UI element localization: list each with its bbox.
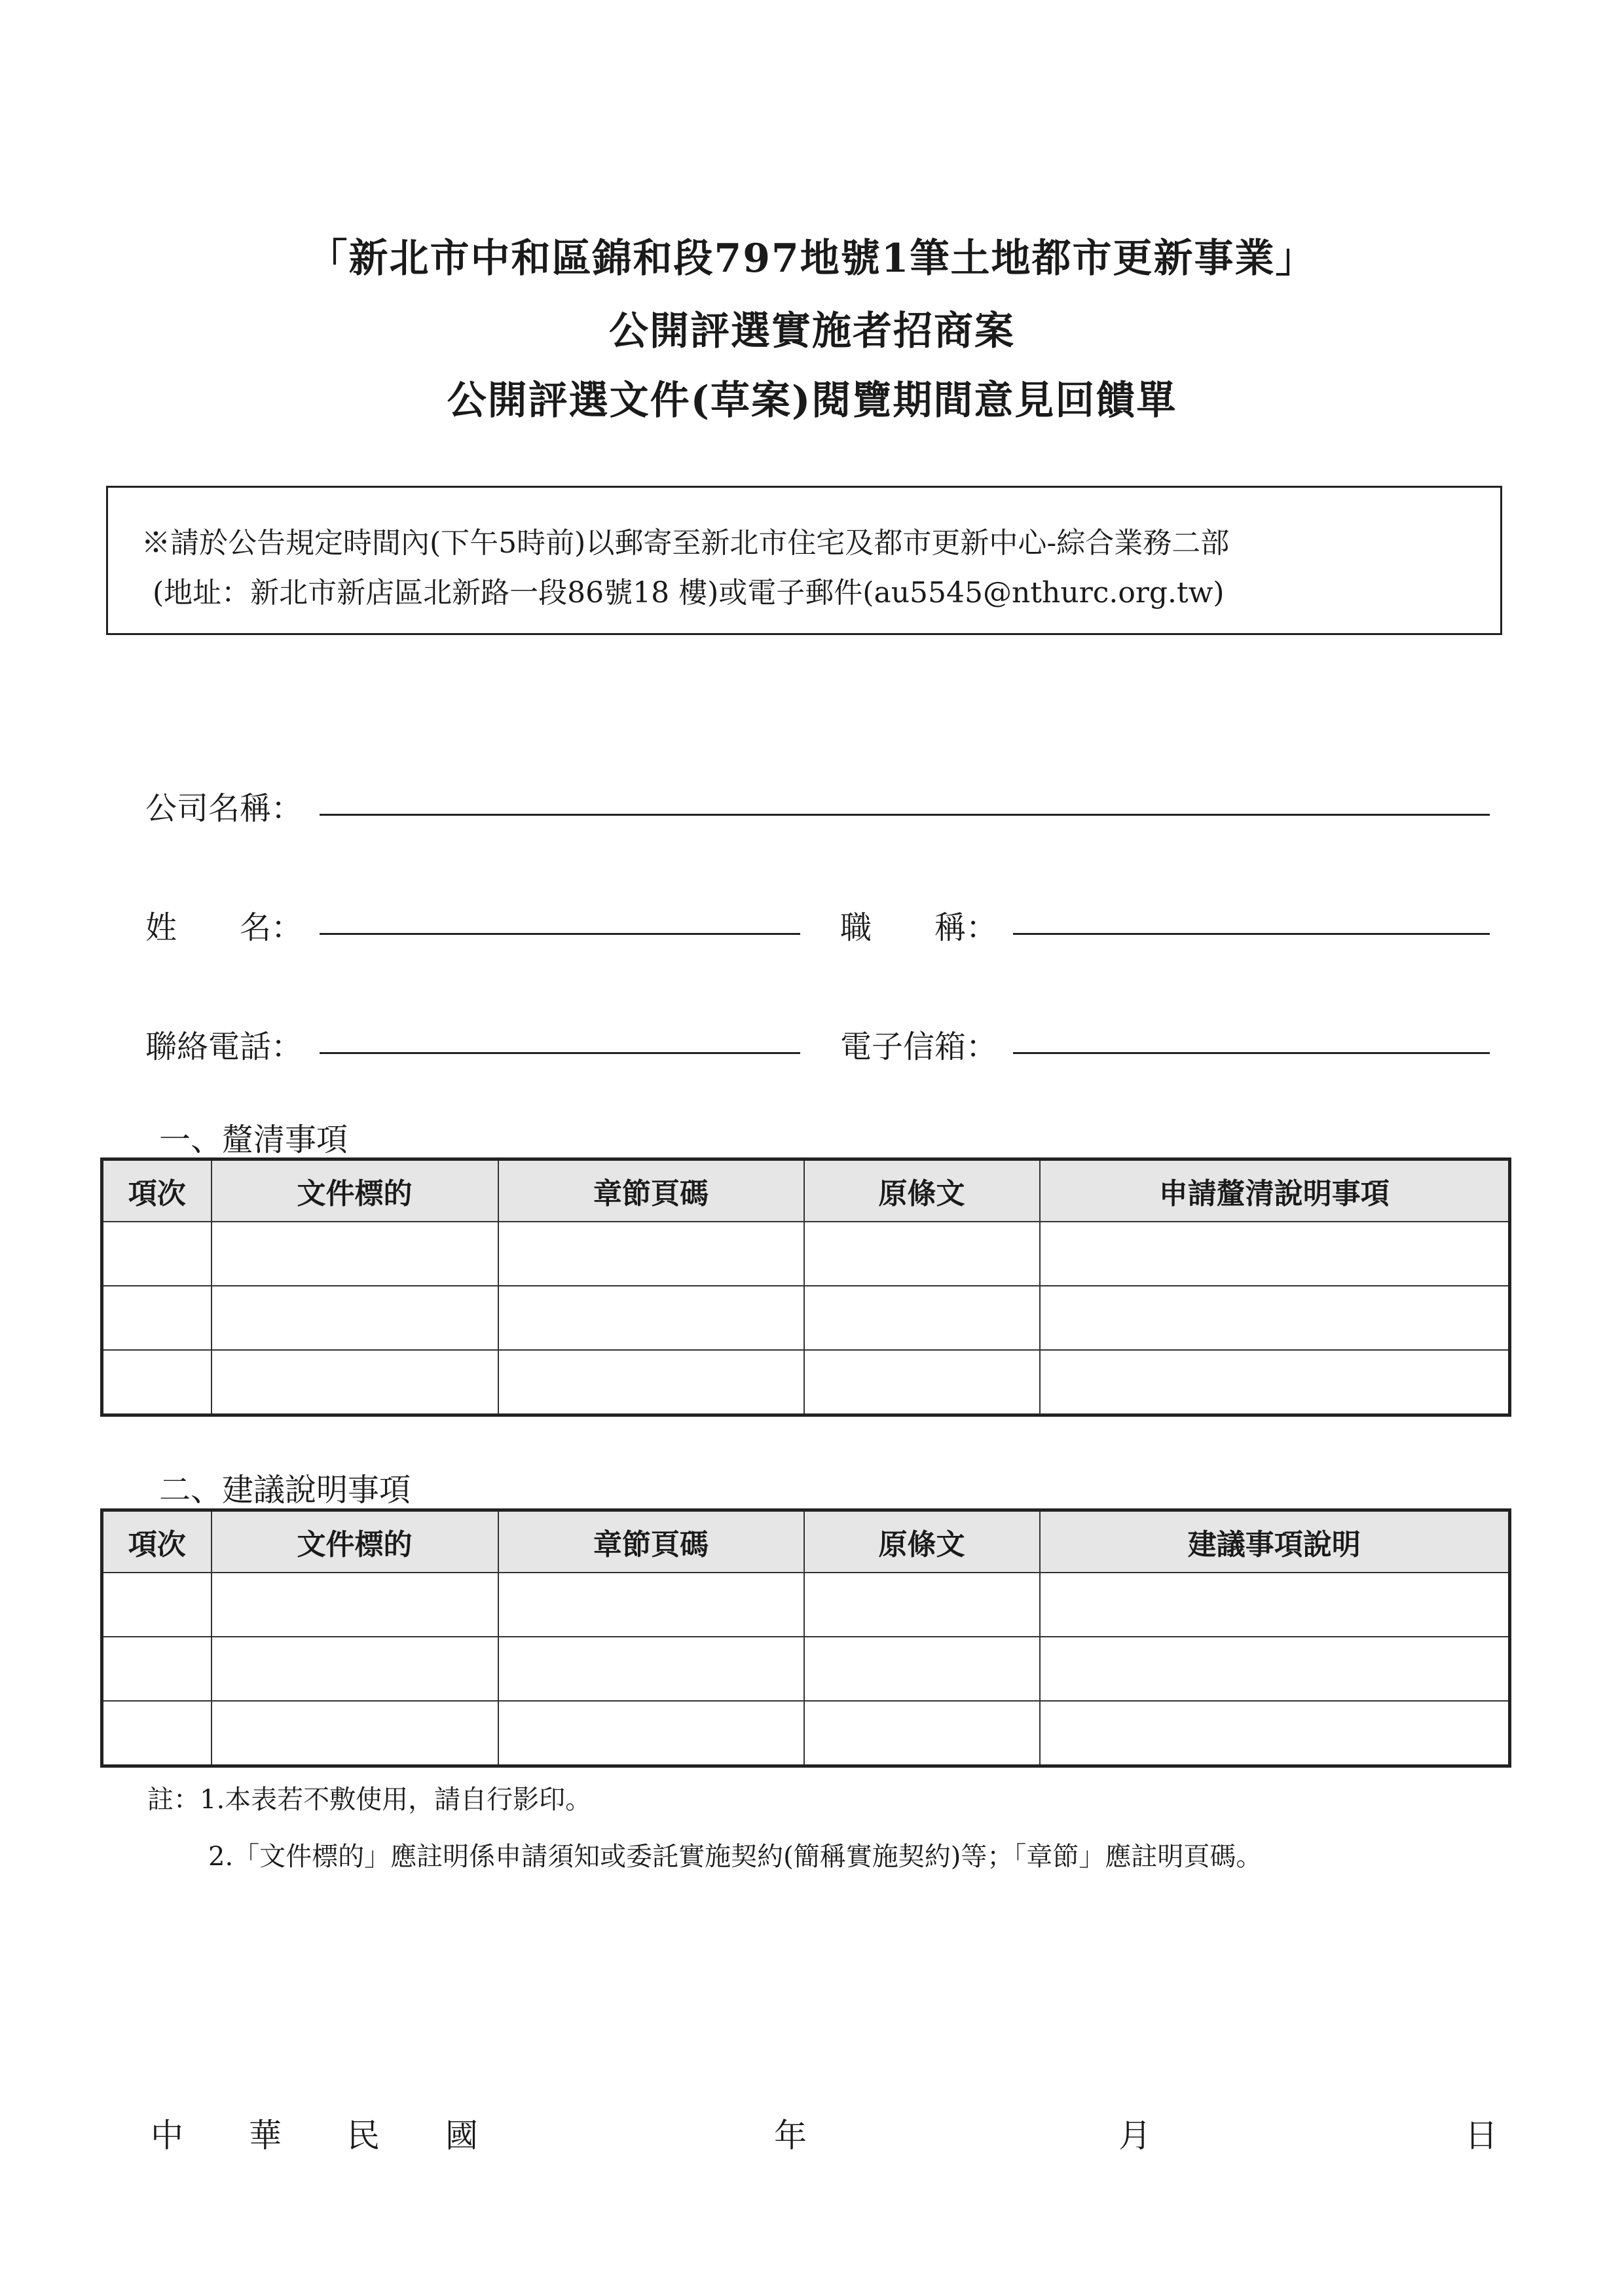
- table-header-row: [102, 1159, 1510, 1222]
- document-form-title: 公開評選文件(草案)閱覽期間意見回饋單: [447, 378, 1177, 424]
- column-header-document: 文件標的: [212, 1159, 498, 1222]
- date-era-label: 中 華 民 國: [151, 2117, 478, 2155]
- column-header-item-no: 項次: [102, 1510, 212, 1573]
- table-header-row: [102, 1510, 1510, 1573]
- column-header-clarification-request: 申請釐清說明事項: [1040, 1159, 1510, 1222]
- column-header-document: 文件標的: [212, 1510, 498, 1573]
- column-header-item-no: 項次: [102, 1159, 212, 1222]
- email-field[interactable]: [1013, 1052, 1490, 1054]
- table-row: [102, 1637, 1510, 1701]
- column-header-original-clause: 原條文: [804, 1159, 1040, 1222]
- notice-line-1: ※請於公告規定時間內(下午5時前)以郵寄至新北市住宅及都市更新中心-綜合業務二部: [141, 526, 1230, 560]
- clarification-table: [100, 1157, 1511, 1417]
- clarification-section-heading: 一、釐清事項: [159, 1121, 348, 1158]
- table-row: [102, 1573, 1510, 1637]
- notice-line-2: (地址：新北市新店區北新路一段86號18 樓)或電子郵件(au5545@nthurc.org.tw): [153, 576, 1225, 610]
- column-header-suggestion: 建議事項說明: [1040, 1510, 1510, 1573]
- submission-notice-box: [106, 486, 1502, 635]
- phone-label: 聯絡電話：: [145, 1029, 303, 1065]
- column-header-chapter-page: 章節頁碼: [498, 1159, 804, 1222]
- phone-field[interactable]: [320, 1052, 800, 1054]
- column-header-chapter-page: 章節頁碼: [498, 1510, 804, 1573]
- note-1: 註：1.本表若不敷使用，請自行影印。: [147, 1785, 592, 1815]
- date-day-label: 日: [1465, 2117, 1498, 2155]
- date-year-label: 年: [774, 2117, 807, 2155]
- email-label: 電子信箱：: [840, 1029, 998, 1065]
- table-row: [102, 1701, 1510, 1766]
- note-2: 2.「文件標的」應註明係申請須知或委託實施契約(簡稱實施契約)等；「章節」應註明頁碼。: [208, 1842, 1263, 1872]
- name-field[interactable]: [320, 933, 800, 935]
- table-row: [102, 1286, 1510, 1350]
- suggestion-section-heading: 二、建議說明事項: [159, 1472, 411, 1508]
- job-title-field[interactable]: [1013, 933, 1490, 935]
- document-subtitle: 公開評選實施者招商案: [609, 308, 1015, 354]
- date-month-label: 月: [1118, 2117, 1151, 2155]
- table-row: [102, 1350, 1510, 1415]
- job-title-label: 職 稱：: [840, 909, 998, 946]
- suggestion-table: [100, 1508, 1511, 1768]
- name-label: 姓 名：: [145, 909, 303, 946]
- table-row: [102, 1222, 1510, 1286]
- document-title: 「新北市中和區錦和段797地號1筆土地都市更新事業」: [308, 236, 1316, 282]
- company-name-field[interactable]: [320, 814, 1490, 816]
- column-header-original-clause: 原條文: [804, 1510, 1040, 1573]
- company-name-label: 公司名稱：: [145, 790, 303, 827]
